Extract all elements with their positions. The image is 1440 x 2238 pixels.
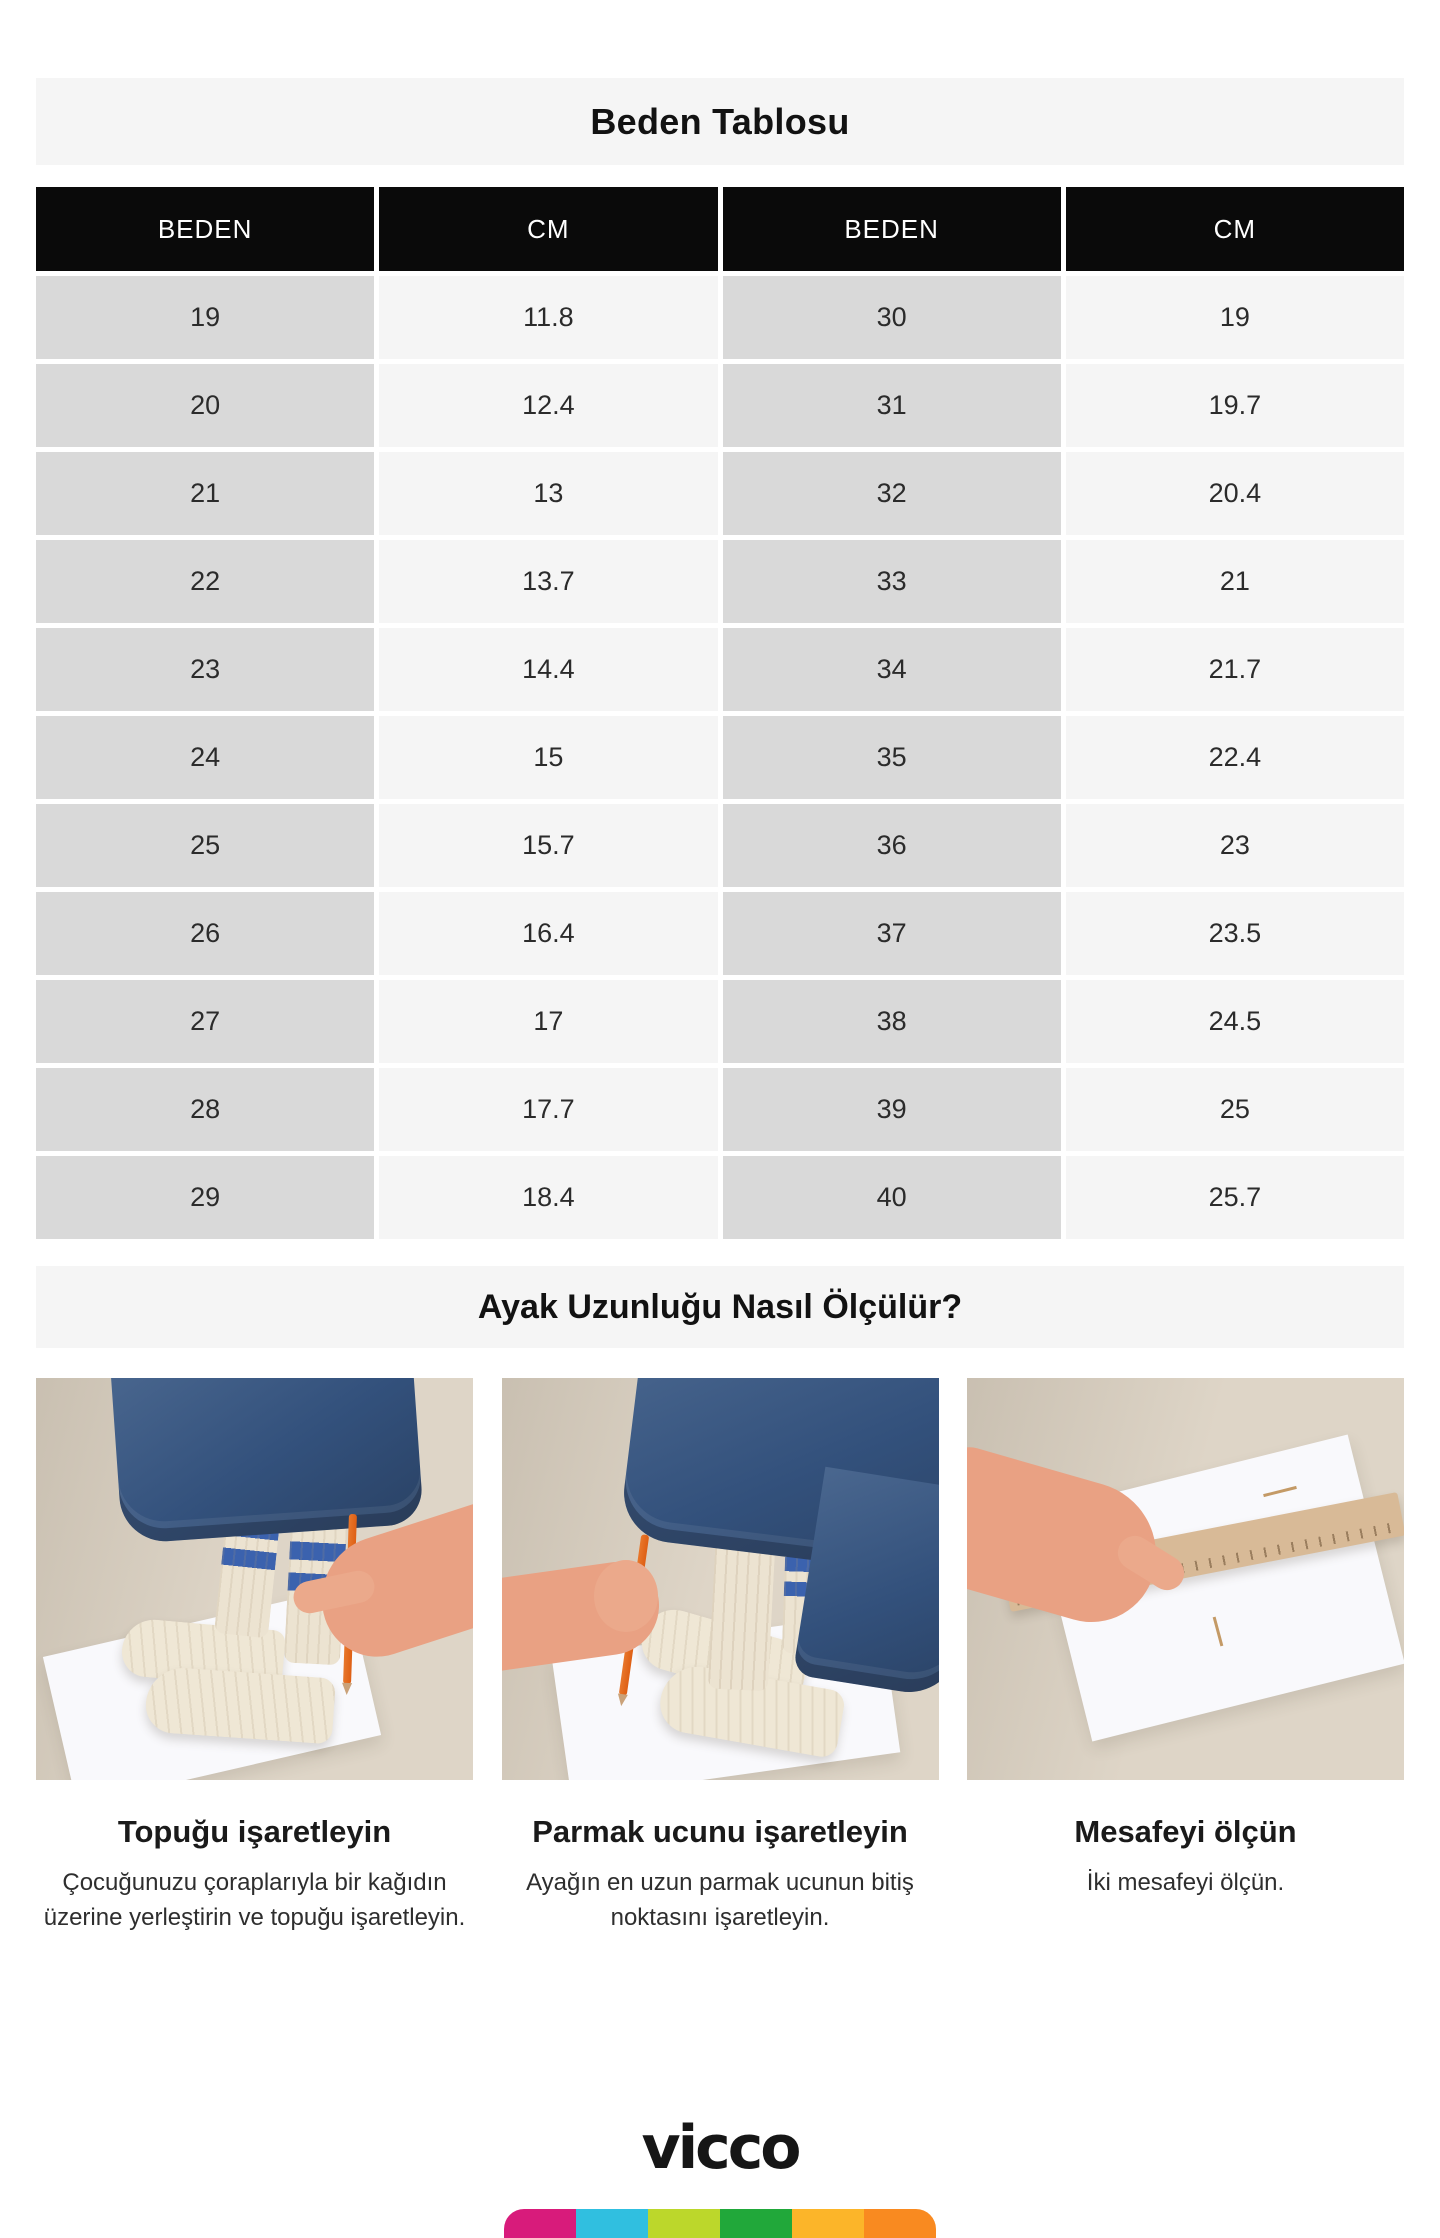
size-cell: 29 [36,1156,374,1239]
step-heading: Parmak ucunu işaretleyin [532,1814,908,1849]
size-cell: 30 [723,276,1061,359]
size-cell: 26 [36,892,374,975]
step-heading: Mesafeyi ölçün [1074,1814,1297,1849]
cm-cell: 15.7 [379,804,717,887]
cm-cell: 13 [379,452,717,535]
cm-cell: 19 [1066,276,1404,359]
step-description: Çocuğunuzu çoraplarıyla bir kağıdın üzerine yerleştirin ve topuğu işaretleyin. [43,1869,466,1931]
measure-steps [36,1378,1404,1936]
size-cell: 22 [36,540,374,623]
vicco-logo: vicco [641,2113,799,2183]
measure-section-title: Ayak Uzunluğu Nasıl Ölçülür? [477,1287,963,1326]
size-cell: 24 [36,716,374,799]
color-bar-segment-orange [864,2209,936,2238]
column-header-cm: CM [379,187,717,271]
cm-cell: 13.7 [379,540,717,623]
pencil-tip [342,1683,352,1695]
cm-cell: 18.4 [379,1156,717,1239]
cm-cell: 16.4 [379,892,717,975]
toe-marking-photo [502,1378,939,1780]
measure-step-distance [967,1378,1404,1936]
cm-cell: 25 [1066,1068,1404,1151]
size-cell: 27 [36,980,374,1063]
size-cell: 28 [36,1068,374,1151]
size-cell: 39 [723,1068,1061,1151]
size-cell: 20 [36,364,374,447]
cm-cell: 14.4 [379,628,717,711]
right-foot [144,1666,336,1745]
size-cell: 19 [36,276,374,359]
cm-cell: 11.8 [379,276,717,359]
cm-cell: 12.4 [379,364,717,447]
color-bar-segment-cyan [576,2209,648,2238]
column-header-beden: BEDEN [723,187,1061,271]
cm-cell: 20.4 [1066,452,1404,535]
size-guide-page [0,78,1440,1936]
footer [0,2113,1440,2238]
cm-cell: 17.7 [379,1068,717,1151]
size-cell: 35 [723,716,1061,799]
size-cell: 36 [723,804,1061,887]
cm-cell: 17 [379,980,717,1063]
heel-marking-photo [36,1378,473,1780]
size-cell: 25 [36,804,374,887]
step-description: İki mesafeyi ölçün. [1086,1869,1285,1896]
step-description: Ayağın en uzun parmak ucunun bitiş noktasını işaretleyin. [526,1869,914,1931]
brand-color-bar [504,2209,936,2238]
cm-cell: 21.7 [1066,628,1404,711]
measure-section-title-band [36,1266,1404,1348]
measure-step-heel [36,1378,473,1936]
cm-cell: 22.4 [1066,716,1404,799]
cm-cell: 23 [1066,804,1404,887]
color-bar-segment-lime [648,2209,720,2238]
column-header-beden: BEDEN [36,187,374,271]
size-cell: 21 [36,452,374,535]
size-cell: 23 [36,628,374,711]
size-table [36,187,1404,1239]
color-bar-segment-amber [792,2209,864,2238]
jeans-leg [110,1378,424,1544]
size-table-title: Beden Tablosu [590,100,850,142]
measure-step-toe [502,1378,939,1936]
size-cell: 40 [723,1156,1061,1239]
size-cell: 33 [723,540,1061,623]
cm-cell: 19.7 [1066,364,1404,447]
size-cell: 37 [723,892,1061,975]
cm-cell: 21 [1066,540,1404,623]
ruler-measuring-photo [967,1378,1404,1780]
finger [594,1560,658,1632]
pencil-tip [616,1694,628,1707]
cm-cell: 15 [379,716,717,799]
cm-cell: 25.7 [1066,1156,1404,1239]
size-cell: 32 [723,452,1061,535]
step-heading: Topuğu işaretleyin [117,1814,392,1849]
cm-cell: 24.5 [1066,980,1404,1063]
size-cell: 34 [723,628,1061,711]
size-cell: 31 [723,364,1061,447]
size-cell: 38 [723,980,1061,1063]
size-table-title-band [36,78,1404,165]
color-bar-segment-green [720,2209,792,2238]
color-bar-segment-magenta [504,2209,576,2238]
column-header-cm: CM [1066,187,1404,271]
cm-cell: 23.5 [1066,892,1404,975]
